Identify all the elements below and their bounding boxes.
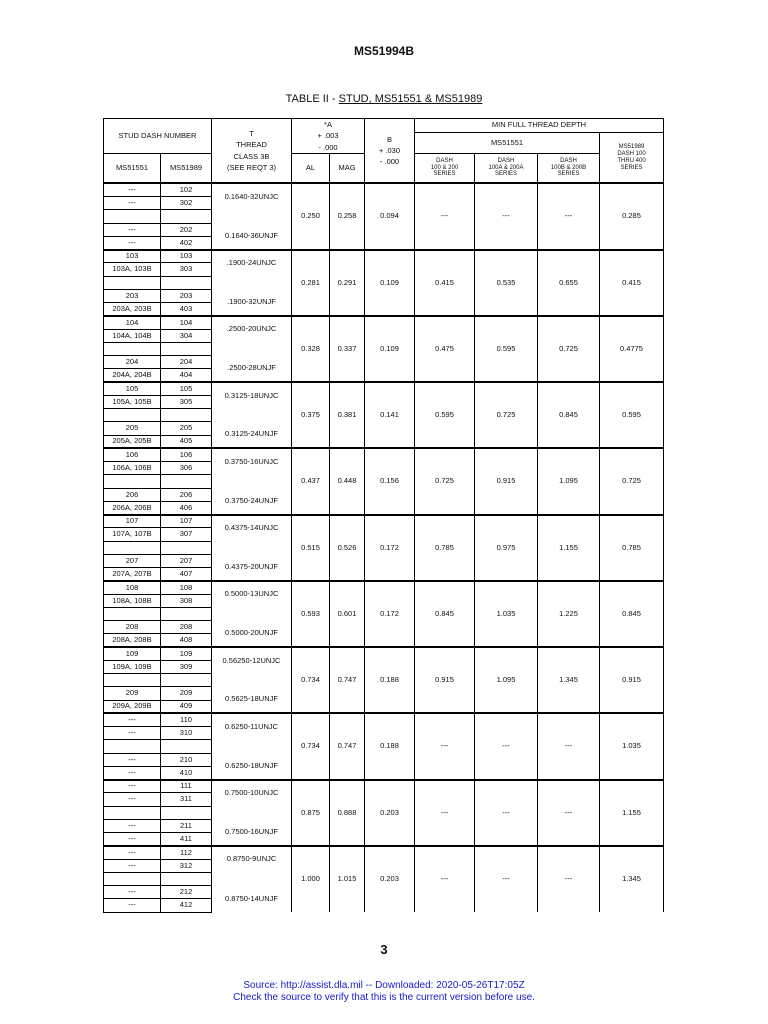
ms51551-cell: 203	[104, 289, 161, 302]
table-row	[104, 183, 664, 196]
d4-value: 0.915	[600, 647, 664, 713]
thread-spacer	[212, 276, 292, 289]
d2-value: 0.535	[475, 250, 538, 316]
table-row	[104, 250, 664, 263]
ms51989-cell: 109	[161, 647, 212, 660]
ms51551-cell: ---	[104, 793, 161, 806]
table-row	[104, 515, 664, 528]
document-id: MS51994B	[353, 44, 415, 58]
ms51551-cell: 109	[104, 647, 161, 660]
ms51989-cell: 205	[161, 422, 212, 435]
table-row	[104, 647, 664, 660]
source-line-1[interactable]: Source: http://assist.dla.mil -- Downloaded: 2020-05-26T17:05Z	[243, 980, 525, 991]
thread-spacer	[212, 872, 292, 885]
ms51989-cell	[161, 475, 212, 488]
ms51989-cell: 302	[161, 197, 212, 210]
header-stud-dash-number: STUD DASH NUMBER	[104, 119, 212, 154]
ms51989-cell: 304	[161, 329, 212, 342]
thread-cell: 0.8750-14UNJF	[212, 886, 292, 913]
table-row	[104, 316, 664, 329]
header-b: B + .030 - .000	[365, 119, 415, 184]
d1-value: ---	[415, 183, 475, 249]
ms51551-cell: ---	[104, 819, 161, 832]
d2-value: ---	[475, 713, 538, 779]
d3-value: 0.725	[538, 316, 600, 382]
ms51551-cell: 204	[104, 356, 161, 369]
d2-value: 0.975	[475, 515, 538, 581]
table-row	[104, 780, 664, 793]
b-value: 0.172	[365, 515, 415, 581]
ms51551-cell: 107A, 107B	[104, 528, 161, 541]
ms51551-cell: 104	[104, 316, 161, 329]
d4-value: 0.725	[600, 448, 664, 514]
header-ms51551-sub: MS51551	[415, 133, 600, 154]
stud-table	[103, 118, 664, 913]
thread-spacer	[212, 607, 292, 620]
header-dash2: DASH 100A & 200A SERIES	[475, 153, 538, 183]
mag-value: 0.381	[330, 382, 365, 448]
al-value: 0.734	[292, 647, 330, 713]
mag-value: 0.448	[330, 448, 365, 514]
source-note	[0, 980, 768, 1004]
al-value: 0.281	[292, 250, 330, 316]
d4-value: 0.285	[600, 183, 664, 249]
d4-value: 1.345	[600, 846, 664, 912]
table-title	[0, 93, 768, 105]
thread-cell: 0.8750-9UNJC	[212, 846, 292, 873]
ms51551-cell: ---	[104, 886, 161, 899]
ms51551-cell	[104, 607, 161, 620]
thread-spacer	[212, 475, 292, 488]
thread-cell: 0.56250-12UNJC	[212, 647, 292, 674]
thread-cell: 0.5625-18UNJF	[212, 687, 292, 714]
table-row	[104, 382, 664, 395]
ms51989-cell: 303	[161, 263, 212, 276]
table-title-prefix: TABLE II -	[285, 93, 339, 105]
d4-value: 0.415	[600, 250, 664, 316]
ms51551-cell	[104, 276, 161, 289]
thread-cell: 0.3125-24UNJF	[212, 422, 292, 449]
ms51989-cell: 405	[161, 435, 212, 448]
d2-value: 0.595	[475, 316, 538, 382]
d1-value: 0.415	[415, 250, 475, 316]
ms51551-cell	[104, 740, 161, 753]
ms51989-cell	[161, 806, 212, 819]
thread-cell: .1900-24UNJC	[212, 250, 292, 277]
ms51989-cell: 211	[161, 819, 212, 832]
d4-value: 0.845	[600, 581, 664, 647]
d2-value: ---	[475, 846, 538, 912]
al-value: 0.250	[292, 183, 330, 249]
ms51989-cell	[161, 276, 212, 289]
d1-value: 0.785	[415, 515, 475, 581]
al-value: 0.734	[292, 713, 330, 779]
header-al: AL	[292, 153, 330, 183]
ms51551-cell: 105	[104, 382, 161, 395]
ms51989-cell: 307	[161, 528, 212, 541]
b-value: 0.141	[365, 382, 415, 448]
ms51989-cell	[161, 674, 212, 687]
ms51551-cell: 204A, 204B	[104, 369, 161, 382]
d4-value: 1.155	[600, 780, 664, 846]
d1-value: 0.915	[415, 647, 475, 713]
d1-value: 0.595	[415, 382, 475, 448]
d1-value: ---	[415, 780, 475, 846]
al-value: 0.593	[292, 581, 330, 647]
d4-value: 1.035	[600, 713, 664, 779]
d3-value: 0.655	[538, 250, 600, 316]
mag-value: 0.888	[330, 780, 365, 846]
ms51989-cell: 104	[161, 316, 212, 329]
header-ms51551: MS51551	[104, 153, 161, 183]
ms51551-cell: 207	[104, 554, 161, 567]
thread-cell: .2500-28UNJF	[212, 356, 292, 383]
ms51989-cell: 412	[161, 899, 212, 912]
thread-cell: 0.5000-13UNJC	[212, 581, 292, 608]
ms51989-cell: 312	[161, 859, 212, 872]
b-value: 0.203	[365, 780, 415, 846]
ms51551-cell	[104, 872, 161, 885]
thread-cell: 0.3125-18UNJC	[212, 382, 292, 409]
ms51989-cell	[161, 409, 212, 422]
d1-value: 0.475	[415, 316, 475, 382]
thread-cell: 0.6250-18UNJF	[212, 753, 292, 780]
ms51551-cell: 105A, 105B	[104, 395, 161, 408]
header-dash3: DASH 100B & 200B SERIES	[538, 153, 600, 183]
header-min-full-thread-depth: MIN FULL THREAD DEPTH	[415, 119, 664, 133]
table-row	[104, 846, 664, 859]
al-value: 1.000	[292, 846, 330, 912]
ms51551-cell: ---	[104, 753, 161, 766]
thread-cell: 0.4375-14UNJC	[212, 515, 292, 542]
b-value: 0.156	[365, 448, 415, 514]
ms51989-cell: 410	[161, 766, 212, 779]
table-body	[104, 183, 664, 912]
ms51551-cell	[104, 674, 161, 687]
ms51551-cell: 103A, 103B	[104, 263, 161, 276]
b-value: 0.188	[365, 647, 415, 713]
d2-value: ---	[475, 780, 538, 846]
header-a: *A + .003 - .000	[292, 119, 365, 154]
thread-spacer	[212, 541, 292, 554]
ms51989-cell: 110	[161, 713, 212, 726]
mag-value: 0.337	[330, 316, 365, 382]
mag-value: 0.258	[330, 183, 365, 249]
header-thread: T THREAD CLASS 3B (SEE REQT 3)	[212, 119, 292, 184]
ms51989-cell: 107	[161, 515, 212, 528]
ms51989-cell: 308	[161, 594, 212, 607]
ms51989-cell	[161, 541, 212, 554]
thread-spacer	[212, 342, 292, 355]
header-mag: MAG	[330, 153, 365, 183]
ms51551-cell: 106	[104, 448, 161, 461]
ms51989-cell	[161, 872, 212, 885]
ms51989-cell: 206	[161, 488, 212, 501]
thread-cell: 0.3750-24UNJF	[212, 488, 292, 515]
ms51989-cell: 203	[161, 289, 212, 302]
ms51989-cell: 309	[161, 660, 212, 673]
ms51551-cell: ---	[104, 899, 161, 912]
thread-cell: 0.7500-10UNJC	[212, 780, 292, 807]
d3-value: 1.345	[538, 647, 600, 713]
ms51551-cell: ---	[104, 727, 161, 740]
ms51551-cell: 206	[104, 488, 161, 501]
page-number: 3	[380, 942, 388, 957]
d3-value: 0.845	[538, 382, 600, 448]
ms51551-cell: 108A, 108B	[104, 594, 161, 607]
ms51551-cell: ---	[104, 223, 161, 236]
d3-value: ---	[538, 780, 600, 846]
ms51989-cell: 404	[161, 369, 212, 382]
d2-value: ---	[475, 183, 538, 249]
thread-cell: 0.7500-16UNJF	[212, 819, 292, 846]
ms51551-cell: 106A, 106B	[104, 462, 161, 475]
ms51989-cell: 210	[161, 753, 212, 766]
ms51989-cell: 112	[161, 846, 212, 859]
ms51551-cell: ---	[104, 859, 161, 872]
b-value: 0.203	[365, 846, 415, 912]
b-value: 0.109	[365, 316, 415, 382]
ms51989-cell: 403	[161, 303, 212, 316]
ms51551-cell	[104, 342, 161, 355]
d3-value: 1.225	[538, 581, 600, 647]
d3-value: ---	[538, 713, 600, 779]
ms51551-cell: 209A, 209B	[104, 700, 161, 713]
ms51989-cell: 409	[161, 700, 212, 713]
thread-cell: 0.4375-20UNJF	[212, 554, 292, 581]
header-dash1: DASH 100 & 200 SERIES	[415, 153, 475, 183]
b-value: 0.109	[365, 250, 415, 316]
mag-value: 0.526	[330, 515, 365, 581]
ms51989-cell: 111	[161, 780, 212, 793]
table-row	[104, 581, 664, 594]
ms51551-cell: 109A, 109B	[104, 660, 161, 673]
ms51989-cell: 108	[161, 581, 212, 594]
d1-value: ---	[415, 846, 475, 912]
ms51989-cell: 402	[161, 236, 212, 249]
d1-value: 0.845	[415, 581, 475, 647]
al-value: 0.875	[292, 780, 330, 846]
b-value: 0.172	[365, 581, 415, 647]
al-value: 0.375	[292, 382, 330, 448]
ms51989-cell: 306	[161, 462, 212, 475]
ms51551-cell: 206A, 206B	[104, 501, 161, 514]
thread-cell: 0.5000-20UNJF	[212, 621, 292, 648]
ms51551-cell: 208	[104, 621, 161, 634]
thread-spacer	[212, 806, 292, 819]
table-header	[104, 119, 664, 184]
al-value: 0.328	[292, 316, 330, 382]
ms51989-cell	[161, 607, 212, 620]
ms51551-cell: ---	[104, 833, 161, 846]
thread-cell: 0.6250-11UNJC	[212, 713, 292, 740]
ms51551-cell: ---	[104, 780, 161, 793]
header-ms51989: MS51989	[161, 153, 212, 183]
thread-cell: .2500-20UNJC	[212, 316, 292, 343]
ms51551-cell: 205A, 205B	[104, 435, 161, 448]
ms51551-cell: 207A, 207B	[104, 568, 161, 581]
ms51989-cell: 406	[161, 501, 212, 514]
thread-cell: .1900-32UNJF	[212, 289, 292, 316]
mag-value: 1.015	[330, 846, 365, 912]
ms51551-cell: 107	[104, 515, 161, 528]
d3-value: 1.095	[538, 448, 600, 514]
table-row	[104, 713, 664, 726]
d3-value: 1.155	[538, 515, 600, 581]
d3-value: ---	[538, 183, 600, 249]
ms51989-cell: 106	[161, 448, 212, 461]
mag-value: 0.291	[330, 250, 365, 316]
mag-value: 0.601	[330, 581, 365, 647]
ms51989-cell: 103	[161, 250, 212, 263]
d4-value: 0.785	[600, 515, 664, 581]
thread-cell: 0.1640-36UNJF	[212, 223, 292, 250]
mag-value: 0.747	[330, 713, 365, 779]
ms51551-cell	[104, 541, 161, 554]
ms51551-cell: 209	[104, 687, 161, 700]
ms51989-cell: 411	[161, 833, 212, 846]
ms51989-cell: 311	[161, 793, 212, 806]
thread-spacer	[212, 740, 292, 753]
ms51989-cell: 310	[161, 727, 212, 740]
d2-value: 0.915	[475, 448, 538, 514]
d1-value: ---	[415, 713, 475, 779]
table-row	[104, 448, 664, 461]
ms51989-cell: 305	[161, 395, 212, 408]
d1-value: 0.725	[415, 448, 475, 514]
ms51989-cell: 105	[161, 382, 212, 395]
ms51551-cell	[104, 806, 161, 819]
table-title-underlined: STUD, MS51551 & MS51989	[338, 93, 483, 105]
ms51989-cell	[161, 740, 212, 753]
ms51551-cell: 208A, 208B	[104, 634, 161, 647]
ms51551-cell: ---	[104, 846, 161, 859]
ms51989-cell: 212	[161, 886, 212, 899]
ms51989-cell: 207	[161, 554, 212, 567]
ms51989-cell: 208	[161, 621, 212, 634]
ms51551-cell: ---	[104, 766, 161, 779]
b-value: 0.188	[365, 713, 415, 779]
ms51551-cell: ---	[104, 197, 161, 210]
ms51551-cell: ---	[104, 236, 161, 249]
mag-value: 0.747	[330, 647, 365, 713]
ms51551-cell: ---	[104, 183, 161, 196]
thread-spacer	[212, 409, 292, 422]
al-value: 0.515	[292, 515, 330, 581]
ms51989-cell: 407	[161, 568, 212, 581]
d2-value: 1.095	[475, 647, 538, 713]
ms51989-cell	[161, 210, 212, 223]
b-value: 0.094	[365, 183, 415, 249]
ms51989-cell: 102	[161, 183, 212, 196]
header-dash4: MS51989 DASH 100 THRU 400 SERIES	[600, 133, 664, 184]
d4-value: 0.4775	[600, 316, 664, 382]
ms51551-cell: 103	[104, 250, 161, 263]
d3-value: ---	[538, 846, 600, 912]
ms51989-cell: 202	[161, 223, 212, 236]
ms51551-cell: 203A, 203B	[104, 303, 161, 316]
ms51551-cell: 104A, 104B	[104, 329, 161, 342]
ms51989-cell: 408	[161, 634, 212, 647]
source-line-2: Check the source to verify that this is the current version before use.	[233, 992, 535, 1003]
ms51989-cell	[161, 342, 212, 355]
thread-spacer	[212, 210, 292, 223]
d2-value: 0.725	[475, 382, 538, 448]
d4-value: 0.595	[600, 382, 664, 448]
ms51551-cell: 205	[104, 422, 161, 435]
thread-spacer	[212, 674, 292, 687]
d2-value: 1.035	[475, 581, 538, 647]
ms51989-cell: 209	[161, 687, 212, 700]
ms51551-cell	[104, 475, 161, 488]
ms51551-cell	[104, 210, 161, 223]
thread-cell: 0.1640-32UNJC	[212, 183, 292, 210]
ms51551-cell: 108	[104, 581, 161, 594]
thread-cell: 0.3750-16UNJC	[212, 448, 292, 475]
ms51551-cell	[104, 409, 161, 422]
al-value: 0.437	[292, 448, 330, 514]
ms51551-cell: ---	[104, 713, 161, 726]
ms51989-cell: 204	[161, 356, 212, 369]
